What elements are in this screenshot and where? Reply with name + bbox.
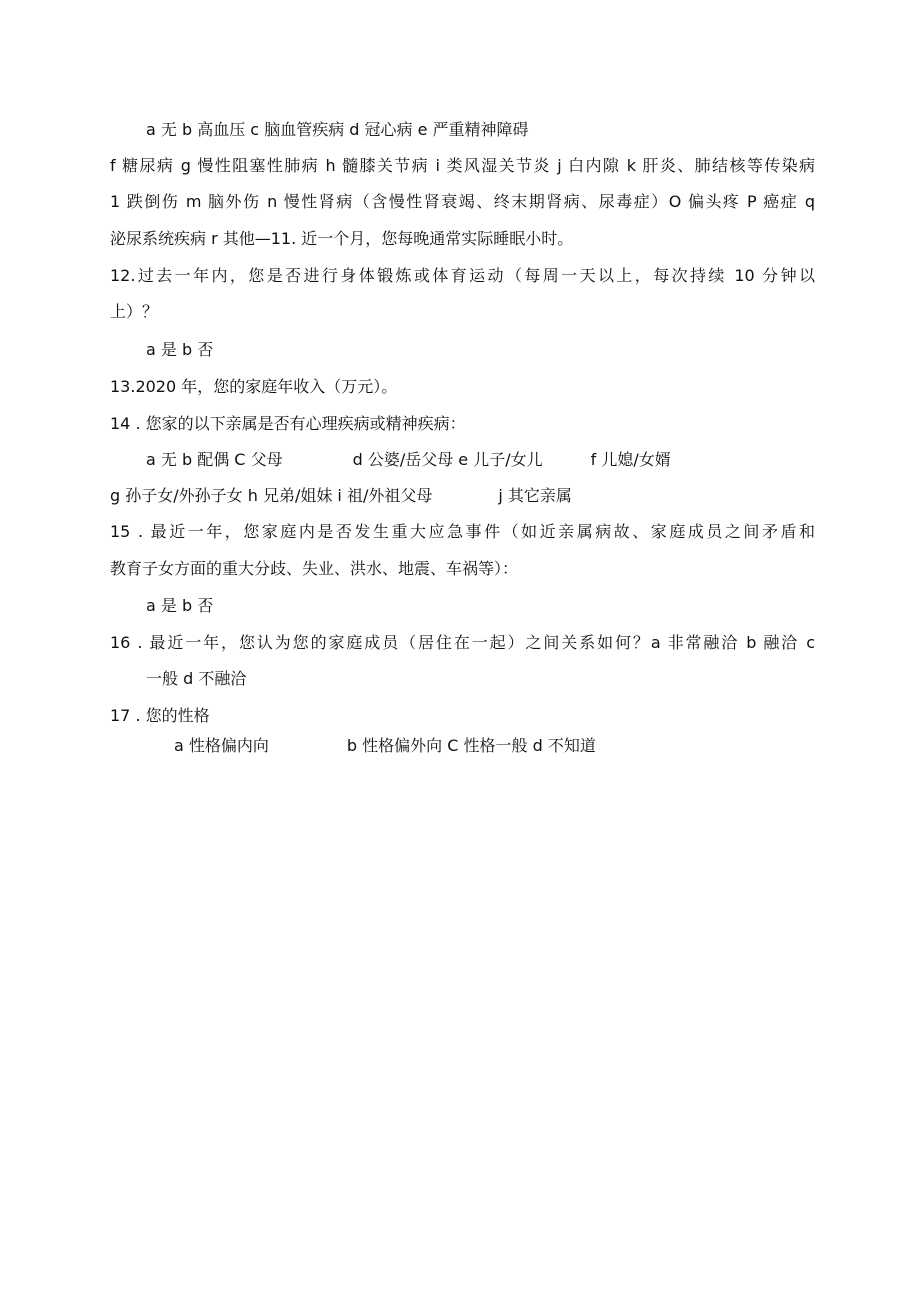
question-15-line-1: 15 . 最近一年，您家庭内是否发生重大应急事件（如近亲属病故、家庭成员之间矛盾和 — [110, 522, 815, 541]
disease-options-line-1: a 无 b 高血压 c 脑血管疾病 d 冠心病 e 严重精神障碍 — [146, 120, 529, 139]
question-11-line: 泌尿系统疾病 r 其他—11. 近一个月，您每晚通常实际睡眠小时。 — [110, 229, 574, 248]
question-14-options-line-2 — [110, 486, 815, 506]
question-17-line: 17 . 您的性格 — [110, 706, 210, 725]
question-16-line-1: 16 . 最近一年，您认为您的家庭成员（居住在一起）之间关系如何？a 非常融洽 b 融洽 c — [110, 633, 815, 652]
question-15-options: a 是 b 否 — [146, 596, 214, 615]
personality-option-a: a 性格偏内向 — [174, 736, 269, 755]
question-12-options: a 是 b 否 — [146, 340, 214, 359]
personality-options-b-d: b 性格偏外向 C 性格一般 d 不知道 — [346, 736, 596, 755]
relative-options-f: f 儿媳/女婿 — [590, 450, 671, 469]
question-15-line-2: 教育子女方面的重大分歧、失业、洪水、地震、车祸等）： — [110, 559, 519, 578]
question-12-line-2: 上）？ — [110, 302, 159, 321]
relative-options-j: j 其它亲属 — [498, 486, 572, 505]
question-14-line: 14 . 您家的以下亲属是否有心理疾病或精神疾病： — [110, 414, 466, 433]
question-14-options-line-1 — [146, 450, 851, 470]
question-13-line: 13.2020 年，您的家庭年收入（万元）。 — [110, 377, 398, 396]
disease-options-line-3: 1 跌倒伤 m 脑外伤 n 慢性肾病（含慢性肾衰竭、终末期肾病、尿毒症）O 偏头疼 P 癌症 q — [110, 192, 815, 211]
disease-options-line-2: f 糖尿病 g 慢性阻塞性肺病 h 髓膝关节病 i 类风湿关节炎 j 白内隙 k 肝炎、肺结核等传染病 — [110, 156, 815, 175]
relative-options-d-e: d 公婆/岳父母 e 儿子/女儿 — [352, 450, 543, 469]
relative-options-a-c: a 无 b 配偶 C 父母 — [146, 450, 283, 469]
question-12-line-1: 12.过去一年内，您是否进行身体锻炼或体育运动（每周一天以上，每次持续 10 分钟以 — [110, 266, 815, 285]
question-16-line-2: 一般 d 不融洽 — [146, 669, 247, 688]
question-17-options — [174, 736, 879, 756]
relative-options-g-i: g 孙子女/外孙子女 h 兄弟/姐妹 i 祖/外祖父母 — [110, 486, 433, 505]
